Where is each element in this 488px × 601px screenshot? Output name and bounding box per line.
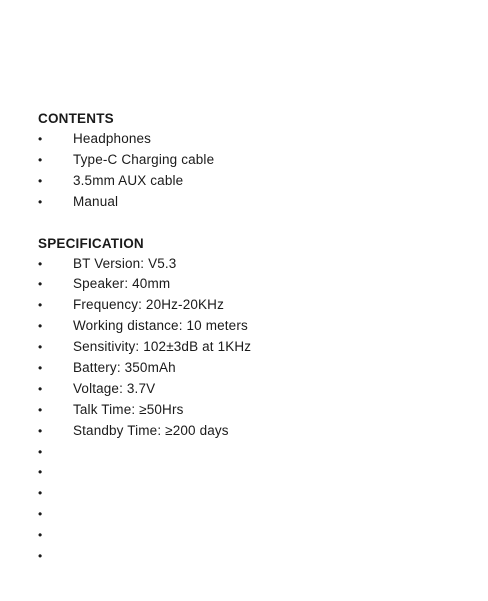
bullet-icon: •: [38, 173, 43, 188]
list-item: [38, 337, 468, 358]
bullet-icon: •: [38, 298, 43, 313]
list-item: [38, 504, 468, 525]
bullet-icon: •: [38, 256, 43, 271]
list-item: [38, 171, 468, 192]
list-item: [38, 316, 468, 337]
bullet-icon: •: [38, 444, 43, 459]
specification-list: [38, 254, 468, 567]
bullet-icon: •: [38, 277, 43, 292]
contents-heading: CONTENTS: [38, 111, 114, 126]
list-item: [38, 483, 468, 504]
spec-item: Voltage: 3.7V: [73, 380, 156, 396]
list-item: [38, 421, 468, 442]
list-item: [38, 525, 468, 546]
contents-list: [38, 129, 468, 213]
bullet-icon: •: [38, 423, 43, 438]
bullet-icon: •: [38, 465, 43, 480]
bullet-icon: •: [38, 152, 43, 167]
spec-item: Standby Time: ≥200 days: [73, 422, 229, 438]
spec-item: Working distance: 10 meters: [73, 318, 248, 334]
document-body: [38, 108, 468, 567]
list-item: [38, 358, 468, 379]
list-item: [38, 295, 468, 316]
section-spacer: [38, 213, 468, 233]
spec-item: Frequency: 20Hz-20KHz: [73, 297, 224, 313]
spec-item: BT Version: V5.3: [73, 255, 177, 271]
contents-item: Type-C Charging cable: [73, 151, 215, 167]
spec-item: Battery: 350mAh: [73, 360, 176, 376]
contents-item: 3.5mm AUX cable: [73, 172, 184, 188]
specification-heading: SPECIFICATION: [38, 235, 144, 251]
bullet-icon: •: [38, 132, 43, 146]
list-item: [38, 129, 468, 150]
list-item: [38, 546, 468, 567]
bullet-icon: •: [38, 361, 43, 376]
bullet-icon: •: [38, 549, 43, 564]
bullet-icon: •: [38, 507, 43, 522]
list-item: [38, 150, 468, 171]
spec-item: Speaker: 40mm: [73, 276, 171, 292]
bullet-icon: •: [38, 194, 43, 209]
contents-item: Headphones: [73, 131, 152, 146]
bullet-icon: •: [38, 402, 43, 417]
list-item: [38, 254, 468, 275]
spec-item: Talk Time: ≥50Hrs: [73, 401, 184, 417]
list-item: [38, 400, 468, 421]
bullet-icon: •: [38, 486, 43, 501]
contents-item: Manual: [73, 193, 119, 209]
list-item: [38, 442, 468, 463]
bullet-icon: •: [38, 381, 43, 396]
bullet-icon: •: [38, 319, 43, 334]
list-item: [38, 274, 468, 295]
list-item: [38, 462, 468, 483]
bullet-icon: •: [38, 340, 43, 355]
spec-item: Sensitivity: 102±3dB at 1KHz: [73, 339, 252, 355]
bullet-icon: •: [38, 528, 43, 543]
list-item: [38, 379, 468, 400]
list-item: [38, 192, 468, 213]
